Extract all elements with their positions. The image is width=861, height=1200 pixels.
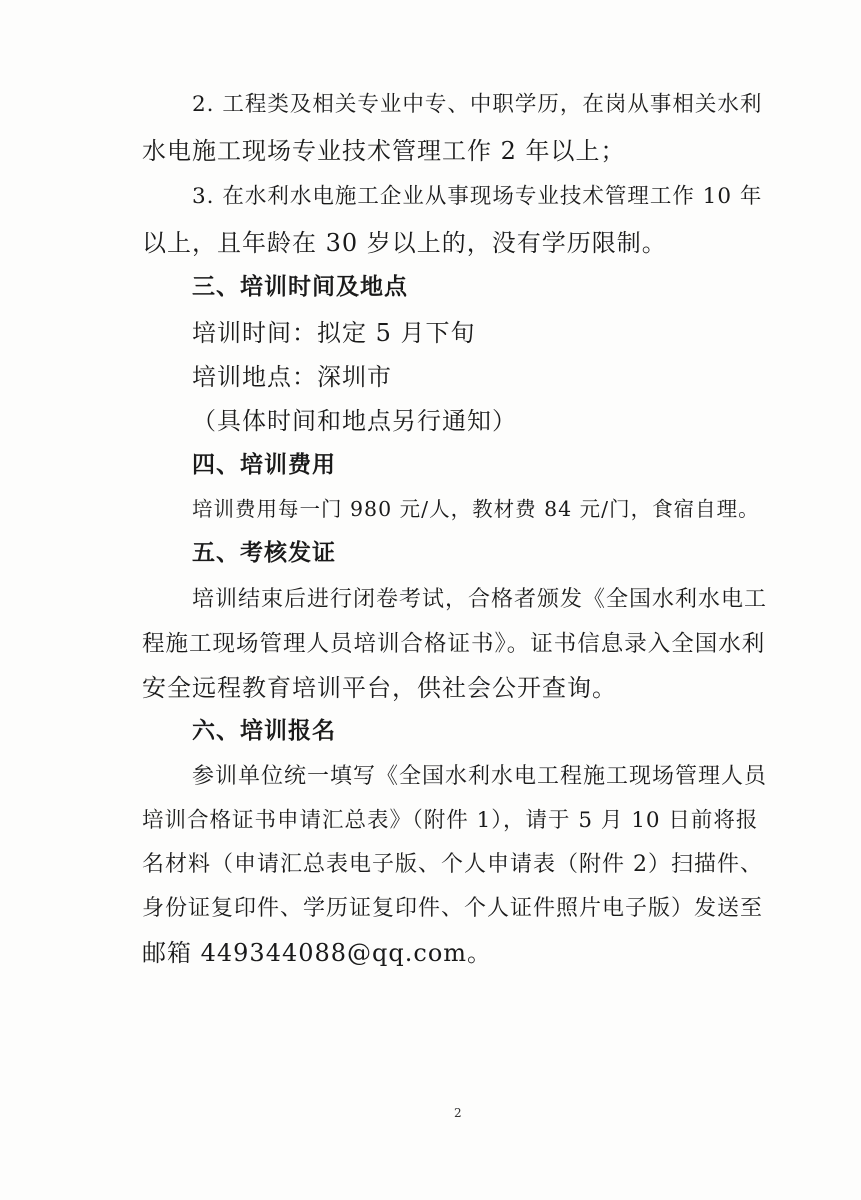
training-place: 培训地点：深圳市 <box>192 363 392 391</box>
cert-line1: 培训结束后进行闭卷考试，合格者颁发《全国水利水电工 <box>192 587 768 612</box>
item3-line1: 3. 在水利水电施工企业从事现场专业技术管理工作 10 年 <box>192 184 763 209</box>
training-time: 培训时间：拟定 5 月下旬 <box>192 319 476 347</box>
reg-line4: 身份证复印件、学历证复印件、个人证件照片电子版）发送至 <box>142 896 764 921</box>
section3-heading: 三、培训时间及地点 <box>192 274 408 300</box>
section5-heading: 五、考核发证 <box>192 540 336 566</box>
cert-line2: 程施工现场管理人员培训合格证书》。证书信息录入全国水利 <box>142 631 766 657</box>
fee-text: 培训费用每一门 980 元/人，教材费 84 元/门，食宿自理。 <box>192 497 760 521</box>
section6-heading: 六、培训报名 <box>192 718 336 744</box>
item3-line2: 以上，且年龄在 30 岁以上的，没有学历限制。 <box>142 229 667 257</box>
training-note: （具体时间和地点另行通知） <box>192 407 517 435</box>
reg-line2: 培训合格证书申请汇总表》（附件 1），请于 5 月 10 日前将报 <box>142 808 759 833</box>
item2-line2: 水电施工现场专业技术管理工作 2 年以上； <box>142 137 626 165</box>
reg-line1: 参训单位统一填写《全国水利水电工程施工现场管理人员 <box>192 764 768 789</box>
reg-line5: 邮箱 449344088@qq.com。 <box>142 939 493 967</box>
page-number: 2 <box>454 1106 462 1120</box>
item2-line1: 2. 工程类及相关专业中专、中职学历，在岗从事相关水利 <box>192 92 763 117</box>
cert-line3: 安全远程教育培训平台，供社会公开查询。 <box>142 674 617 702</box>
reg-line3: 名材料（申请汇总表电子版、个人申请表（附件 2）扫描件、 <box>142 852 763 877</box>
section4-heading: 四、培训费用 <box>192 452 336 478</box>
